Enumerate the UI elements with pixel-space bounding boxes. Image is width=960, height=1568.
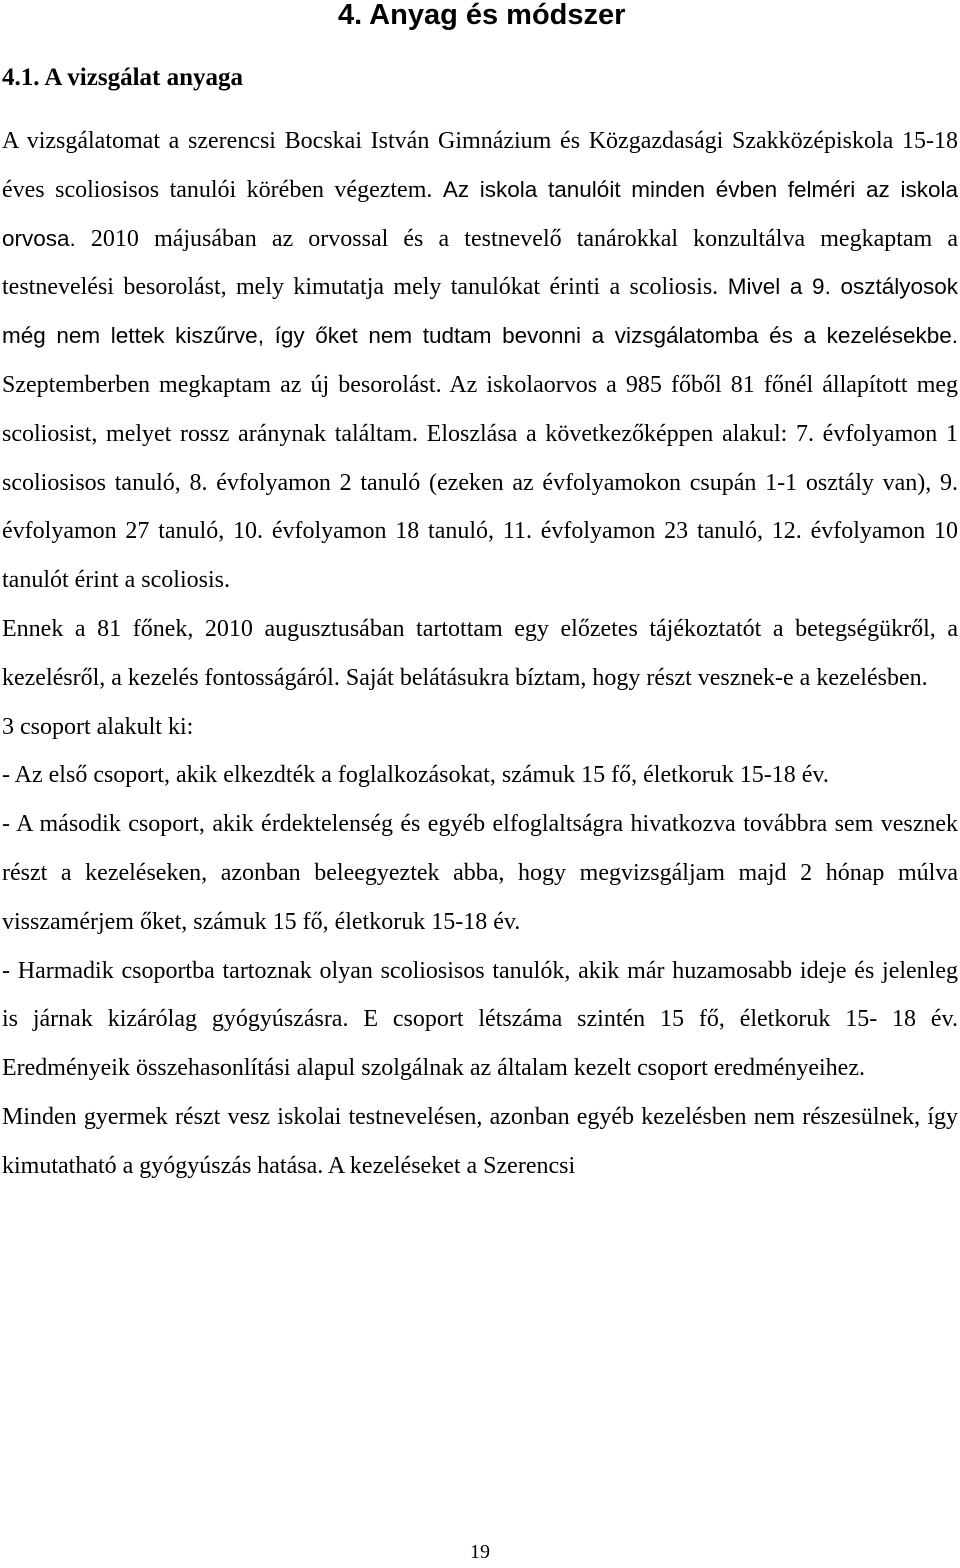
paragraph-5: - A második csoport, akik érdektelenség és egyéb elfoglaltságra hivatkozva továbbra sem vesznek részt a kezeléseken, azonban beleegyeztek abba, hogy megvizsgáljam majd 2 hónap múlva visszamérjem őket, számuk 15 fő, életkoruk 15-18 év. — [2, 811, 958, 935]
paragraph-1 — [2, 117, 958, 605]
paragraph-2-sentence-a: Ennek a 81 főnek, 2010 augusztusában tartottam egy előzetes tájékoztatót a betegségükről, a kezelésről, a kezelés fontosságáról. — [2, 615, 958, 691]
paragraph-2-sentence-b: Saját belátásukra bíztam, hogy részt vesznek-e a kezelésben. — [339, 664, 928, 691]
paragraph-6: - Harmadik csoportba tartoznak olyan scoliosisos tanulók, akik már huzamosabb ideje és jelenleg is járnak kizárólag gyógyúszásra. E csoport létszáma szintén 15 fő, életkoruk 15- 18 év. Eredményeik összehasonlítási alapul szolgálnak az általam kezelt csoport eredményeihez. — [2, 957, 958, 1082]
chapter-title: 4. Anyag és módszer — [338, 0, 626, 31]
paragraph-7: Minden gyermek részt vesz iskolai testnevelésen, azonban egyéb kezelésben nem részesülnek, így kimutatható a gyógyúszás hatása. A kezeléseket a Szerencsi — [2, 1103, 958, 1179]
body-text — [2, 117, 958, 1191]
paragraph-2 — [2, 605, 958, 703]
paragraph-4: - Az első csoport, akik elkezdték a foglalkozásokat, számuk 15 fő, életkoruk 15-18 év. — [2, 762, 829, 789]
section-title: 4.1. A vizsgálat anyaga — [2, 64, 243, 91]
page-number: 19 — [470, 1541, 490, 1563]
paragraph-1-sentence-a: A vizsgálatomat a szerencsi Bocskai István Gimnázium és Közgazdasági Szakközépiskola 15-18 éves scoliosisos tanulói körében végeztem. — [2, 128, 958, 203]
paragraph-1-sentence-d: Mivel a 9. osztályosok még nem lettek kiszűrve, így őket nem tudtam bevonni a vizsgálatomba és a kezelésekbe. — [2, 274, 959, 349]
paragraph-3: 3 csoport alakult ki: — [2, 713, 194, 740]
paragraph-1-sentence-e: Szeptemberben megkaptam az új besorolást. — [2, 371, 442, 398]
paragraph-1-sentence-f: Az iskolaorvos a 985 főből 81 főnél állapított meg scoliosist, melyet rossz aránynak találtam. Eloszlása a következőképpen alakul: 7. évfolyamon 1 scoliosisos tanuló, 8. évfolyamon 2 tanuló (ezeken az évfolyamokon csupán 1-1 osztály van), 9. évfolyamon 27 tanuló, 10. évfolyamon 18 tanuló, 11. évfolyamon 23 tanuló, 12. évfolyamon 10 tanulót érint a scoliosis. — [2, 371, 959, 594]
paragraph-1-sentence-b: Az iskola tanulóit minden évben felméri az iskola orvosa. — [2, 176, 958, 251]
paragraph-1-sentence-c: 2010 májusában az orvossal és a testnevelő tanárokkal konzultálva megkaptam a testnevelési besorolást, mely kimutatja mely tanulókat érinti a scoliosis. — [2, 225, 958, 301]
